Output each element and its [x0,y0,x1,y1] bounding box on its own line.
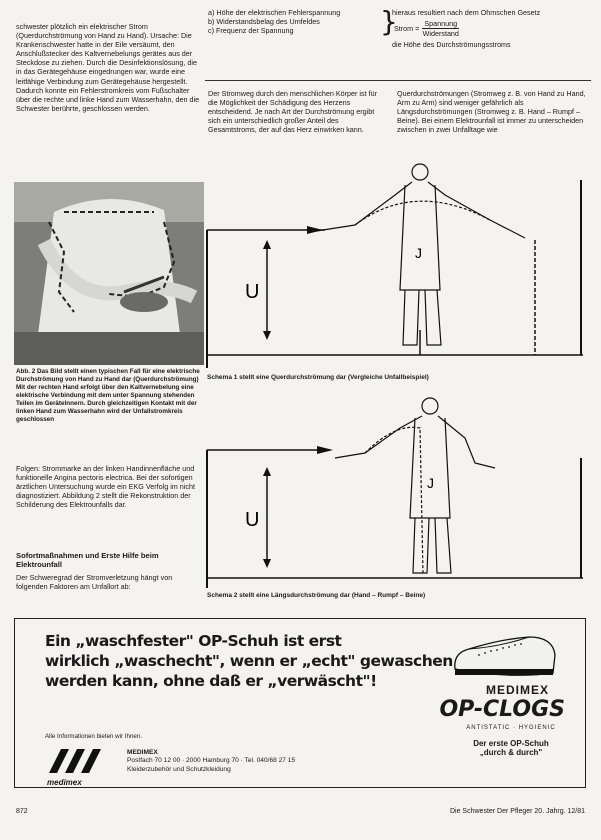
medimex-advertisement [14,618,586,788]
col1-bottom-text: Der Schweregrad der Stromverletzung hängt von folgenden Faktoren am Unfallort ab: [16,573,173,592]
factor-item: b) Widerstandsbelag des Umfeldes [208,17,320,27]
journal-info: Die Schwester Der Pfleger 20. Jahrg. 12/81 [449,808,585,815]
schema-2-caption: Schema 2 stellt eine Längsdurchströmung dar (Hand – Rumpf – Beine) [207,592,426,599]
col2-body-text: Der Stromweg durch den menschlichen Körper ist für die Möglichkeit der Schädigung des Herzens entscheidend. Je nach Art der Durchströmung ergibt sich ein unterschiedlich großer Anteil des Gesamtstroms, der auf das Herz einwirken kann. [208,89,377,135]
formula-left: Strom = [394,24,420,34]
factor-list [208,8,378,35]
ad-headline: Ein „waschfester" OP-Schuh ist erst wirklich „waschecht", wenn er „echt" gewaschen werden kann, ohne daß er „verwäscht"! [45,632,453,690]
ad-slogan: ANTISTATIC · HYGIENIC Der erste OP-Schuh „durch & durch" [451,725,571,757]
diagram-1-voltage-label: U [245,281,260,303]
medimex-logo [41,747,121,787]
formula-denominator: Widerstand [422,29,459,39]
svg-text:J: J [415,245,422,261]
schema-1-caption: Schema 1 stellt eine Querdurchströmung dar (Vergleiche Unfallbeispiel) [207,374,429,381]
factor-item: a) Höhe der elektrischen Fehlerspannung [208,8,341,17]
ohm-formula-block: hieraus resultiert nach dem Ohmschen Gesetz Strom = Spannung Widerstand die Höhe des Durchströmungsstroms [392,8,541,50]
formula-numerator: Spannung [424,19,458,29]
col1-consequences: Folgen: Strommarke an der linken Handinnenfläche und funktionelle Angina pectoris electrica. Bei der sofortigen ärztlichen Untersuchung wurde ein EKG Verfolg im nicht diagnostiziert. Abbildung 2 stellt die Rekonstruktion der Schilderung des Elektrounfalls dar. [16,464,195,510]
divider-rule [205,80,591,81]
factor-item: c) Frequenz der Spannung [208,26,294,36]
accident-reconstruction-photo [14,182,204,365]
col1-top-text: schwester plötzlich ein elektrischer Strom (Querdurchströmung von Hand zu Hand). Ursache: Die Krankenschwester hatte in der Eile versäumt, den Anschlußstecker des Kaltvernebelungs gerätes aus der Steckdose zu ziehen. Durch die Desinfektionslösung, die in das Gerätegehäuse eingedrungen war, wurde eine leitfähige Verbindung zum Gerätegehäuse hergestellt. Dadurch konnte ein Fehlerstromkreis vom Fußschalter über die rechte und linke Hand zum Wasserhahn, den die Schwester berührte, geschlossen werden. [16,22,200,113]
clog-shoe-illustration [449,629,561,681]
standing-figure-2 [335,398,495,573]
col3-body-text: Querdurchströmungen (Stromweg z. B. von Hand zu Hand, Arm zu Arm) sind weniger gefährlich als Längsdurchströmungen (Stromweg z. B. Hand – Rumpf – Beine). Bei einem Elektrounfall ist immer zu unterscheiden zwischen in zwei Unfalltage wie [397,89,586,135]
product-name: OP-CLOGS [439,697,565,722]
schema-2-diagram [205,388,597,588]
section-heading: Sofortmaßnahmen und Erste Hilfe beim Elektrounfall [16,551,159,570]
svg-text:J: J [427,475,434,491]
schema-1-diagram [205,150,597,374]
brace: } [380,5,398,38]
product-sub: ANTISTATIC · HYGIENIC [466,725,556,731]
logo-text: medimex [47,778,82,787]
diagram-2-voltage-label: U [245,509,260,531]
photo-caption: Abb. 2 Das Bild stellt einen typischen Fall für eine elektrische Durchströmung von Hand zu Hand dar (Querdurchströmung) Mit der rechten Hand erfolgt über den Kaltvernebelung eine elektrische Verbindung mit dem unter Spannung stehenden Teilen im Gerätelnnern. Durch gleichzeitigen Kontakt mit der linken Hand zum Wasserhahn wird der Unfallstromkreis geschlossen [16,368,200,423]
ad-company-info: MEDIMEX Postfach 70 12 00 · 2000 Hamburg 70 · Tel. 040/68 27 15 Kleiderzubehör und Schutzkleidung [127,749,296,773]
ad-note: Alle Informationen bieten wir Ihnen. [45,733,142,740]
page-number: 872 [16,808,28,815]
product-brand: MEDIMEX [485,683,549,697]
